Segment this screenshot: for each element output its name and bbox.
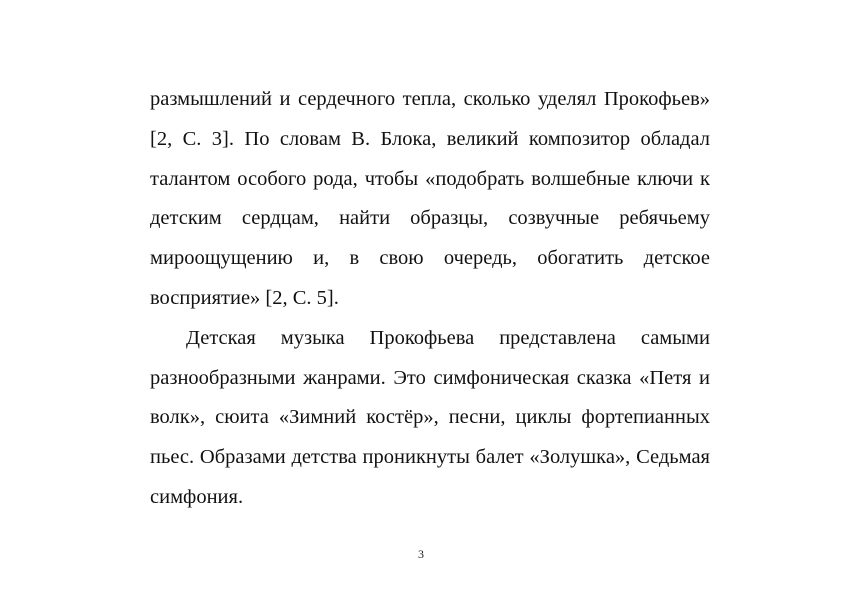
body-text bbox=[150, 80, 710, 518]
paragraph-continuation: размышлений и сердечного тепла, сколько уделял Прокофьев» [2, С. 3]. По словам В. Блока, великий композитор обладал талантом особого рода, чтобы «подобрать волшебные ключи к детским сердцам, найти образцы, созвучные ребячьему мироощущению и, в свою очередь, обогатить детское восприятие» [2, С. 5]. bbox=[150, 88, 710, 309]
page-number: 3 bbox=[418, 547, 424, 561]
paragraph-prokofiev-genres: Детская музыка Прокофьева представлена самыми разнообразными жанрами. Это симфоническая сказка «Петя и волк», сюита «Зимний костёр», песни, циклы фортепианных пьес. Образами детства проникнуты балет «Золушка», Седьмая симфония. bbox=[150, 326, 710, 508]
